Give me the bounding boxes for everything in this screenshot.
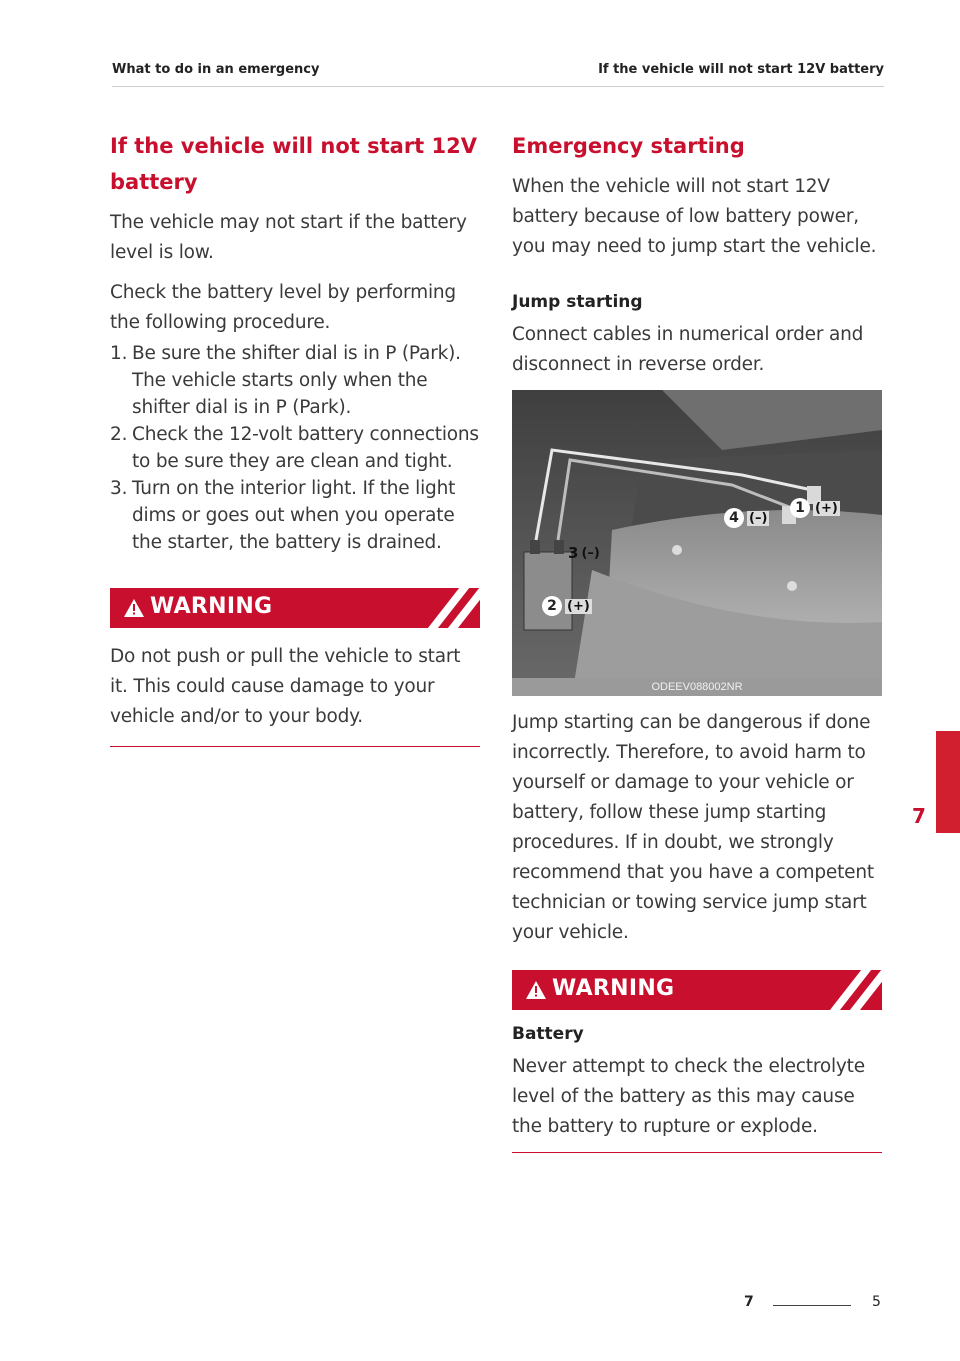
callout-3 [568,544,600,562]
procedure-steps [110,340,480,556]
jump-start-illustration [512,390,882,696]
figure-code: ODEEV088002NR [512,678,882,696]
step-number: 3. [110,478,128,499]
vehicle-diagram [512,390,882,696]
warning-triangle-icon [526,981,546,999]
warning-triangle-icon [124,599,144,617]
right-column [512,128,882,1153]
step-text: Be sure the shifter dial is in P (Park). The vehicle starts only when the shifter dial is in P (Park). [132,343,461,418]
section-title: Emergency starting [512,134,745,158]
jump-instruction: Connect cables in numerical order and disconnect in reverse order. [512,324,864,375]
footer-chapter-number: 7 [744,1294,754,1310]
procedure-step [110,421,480,475]
step-number: 2. [110,424,128,445]
warning-end-rule [512,1152,882,1153]
callout-4 [724,508,769,528]
chapter-tab [936,731,960,833]
caution-paragraph: Jump starting can be dangerous if done incorrectly. Therefore, to avoid harm to yourself or damage to your vehicle or battery, follow these jump starting procedures. If in doubt, we strongly recommend that you have a competent technician or towing service jump start your vehicle. [512,712,874,943]
chapter-tab-number: 7 [912,804,926,828]
footer-page-number: 5 [872,1294,881,1310]
step-text: Turn on the interior light. If the light dims or goes out when you operate the starter, the battery is drained. [132,478,456,553]
running-header-section: If the vehicle will not start 12V battery [598,62,884,77]
warning-heading: Battery [512,1024,584,1044]
callout-polarity: (–) [581,545,600,561]
warning-label: WARNING [150,594,273,619]
callout-polarity: (+) [815,500,838,516]
procedure-step [110,475,480,556]
step-text: Check the 12-volt battery connections to be sure they are clean and tight. [132,424,479,472]
step-number: 1. [110,343,128,364]
warning-banner [512,970,882,1010]
intro-paragraph: The vehicle may not start if the battery level is low. [110,212,467,263]
callout-number: 1 [790,498,810,518]
procedure-intro: Check the battery level by performing the following procedure. [110,282,456,333]
callout-1 [790,498,840,518]
left-column [110,128,480,747]
callout-number: 2 [542,596,562,616]
footer-divider [773,1305,851,1306]
callout-number: 4 [724,508,744,528]
warning-end-rule [110,746,480,747]
intro-paragraph: When the vehicle will not start 12V battery because of low battery power, you may need to jump start the vehicle. [512,176,877,257]
procedure-step [110,340,480,421]
warning-label: WARNING [552,976,675,1001]
warning-banner [110,588,480,628]
warning-text: Do not push or pull the vehicle to start it. This could cause damage to your vehicle and/or to your body. [110,646,461,727]
section-title: If the vehicle will not start 12V battery [110,134,478,194]
running-header-chapter: What to do in an emergency [112,62,320,77]
warning-text: Never attempt to check the electrolyte level of the battery as this may cause the battery to rupture or explode. [512,1056,865,1137]
subsection-title: Jump starting [512,292,643,312]
callout-polarity: (–) [749,510,768,526]
callout-2 [542,596,592,616]
callout-polarity: (+) [567,598,590,614]
callout-number: 3 [568,544,579,562]
header-divider [112,86,884,87]
